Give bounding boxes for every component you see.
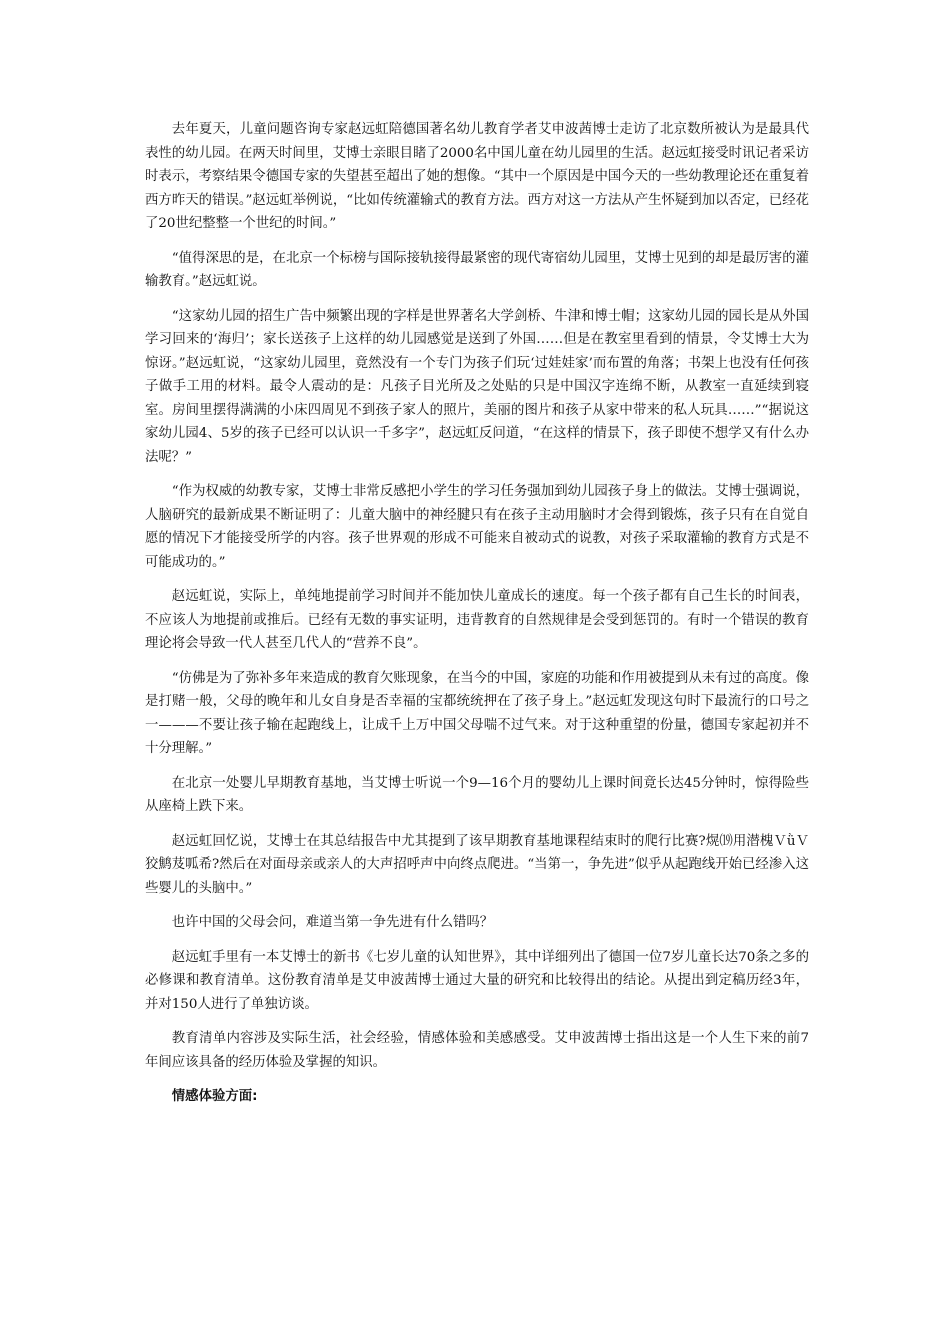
paragraph-3: “这家幼儿园的招生广告中频繁出现的字样是世界著名大学剑桥、牛津和博士帽；这家幼儿园的园长是从外国学习回来的‘海归’；家长送孩子上这样的幼儿园感觉是送到了外国……但是在教室里看到的情景，令艾博士大为惊讶。”赵远虹说，“这家幼儿园里，竟然没有一个专门为孩子们玩‘过娃娃家’而布置的角落；书架上也没有任何孩子做手工用的材料。最令人震动的是：凡孩子目光所及之处贴的只是中国汉字连绵不断，从教室一直延续到寝室。房间里摆得满满的小床四周见不到孩子家人的照片，美丽的图片和孩子从家中带来的私人玩具……”“据说这家幼儿园4、5岁的孩子已经可以认识一千多字”，赵远虹反问道，“在这样的情景下，孩子即使不想学又有什么办法呢？” [145,308,809,465]
paragraph-2: “值得深思的是，在北京一个标榜与国际接轨接得最紧密的现代寄宿幼儿园里，艾博士见到的却是最厉害的灌输教育。”赵远虹说。 [145,250,809,289]
paragraph-11: 教育清单内容涉及实际生活，社会经验，情感体验和美感感受。艾申波茜博士指出这是一个人生下来的前7年间应该具备的经历体验及掌握的知识。 [145,1031,809,1070]
paragraph-10: 赵远虹手里有一本艾博士的新书《七岁儿童的认知世界》，其中详细列出了德国一位7岁儿童长达70条之多的必修课和教育清单。这份教育清单是艾申波茜博士通过大量的研究和比较得出的结论。从提出到定稿历经3年，并对150人进行了单独访谈。 [145,949,809,1012]
paragraph-4: “作为权威的幼教专家，艾博士非常反感把小学生的学习任务强加到幼儿园孩子身上的做法。艾博士强调说，人脑研究的最新成果不断证明了：儿童大脑中的神经腱只有在孩子主动用脑时才会得到锻炼，孩子只有在自觉自愿的情况下才能接受所学的内容。孩子世界观的形成不可能来自被动式的说教，对孩子采取灌输的教育方式是不可能成功的。” [145,484,809,570]
paragraph-6: “仿佛是为了弥补多年来造成的教育欠账现象，在当今的中国，家庭的功能和作用被提到从未有过的高度。像是打赌一般，父母的晚年和儿女自身是否幸福的宝都统统押在了孩子身上。”赵远虹发现这句时下最流行的口号之一———不要让孩子输在起跑线上，让成千上万中国父母喘不过气来。对于这种重望的份量，德国专家起初并不十分理解。” [145,670,809,756]
document-page [145,118,809,1109]
paragraph-5: 赵远虹说，实际上，单纯地提前学习时间并不能加快儿童成长的速度。每一个孩子都有自己生长的时间表，不应该人为地提前或推后。已经有无数的事实证明，违背教育的自然规律是会受到惩罚的。有时一个错误的教育理论将会导致一代人甚至几代人的“营养不良”。 [145,589,809,651]
paragraph-7: 在北京一处婴儿早期教育基地，当艾博士听说一个9—16个月的婴幼儿上课时间竟长达45分钟时，惊得险些从座椅上跌下来。 [145,775,809,814]
paragraph-9: 也许中国的父母会问，难道当第一争先进有什么错吗？ [171,915,494,930]
paragraph-8: 赵远虹回忆说，艾博士在其总结报告中尤其提到了该早期教育基地课程结束时的爬行比赛?熀⒆用潜槐ＶǜＶ狡鹪芨呱希?然后在对面母亲或亲人的大声招呼声中向终点爬进。“当第一，争先进”似乎从起跑线开始已经渗入这些婴儿的头脑中。” [145,833,809,896]
section-heading: 情感体验方面: [171,1089,258,1104]
paragraph-1: 去年夏天，儿童问题咨询专家赵远虹陪德国著名幼儿教育学者艾申波茜博士走访了北京数所被认为是最具代表性的幼儿园。在两天时间里，艾博士亲眼目睹了2000名中国儿童在幼儿园里的生活。赵远虹接受时讯记者采访时表示，考察结果令德国专家的失望甚至超出了她的想像。“其中一个原因是中国今天的一些幼教理论还在重复着西方昨天的错误。”赵远虹举例说，“比如传统灌输式的教育方法。西方对这一方法从产生怀疑到加以否定，已经花了20世纪整整一个世纪的时间。” [145,122,809,231]
